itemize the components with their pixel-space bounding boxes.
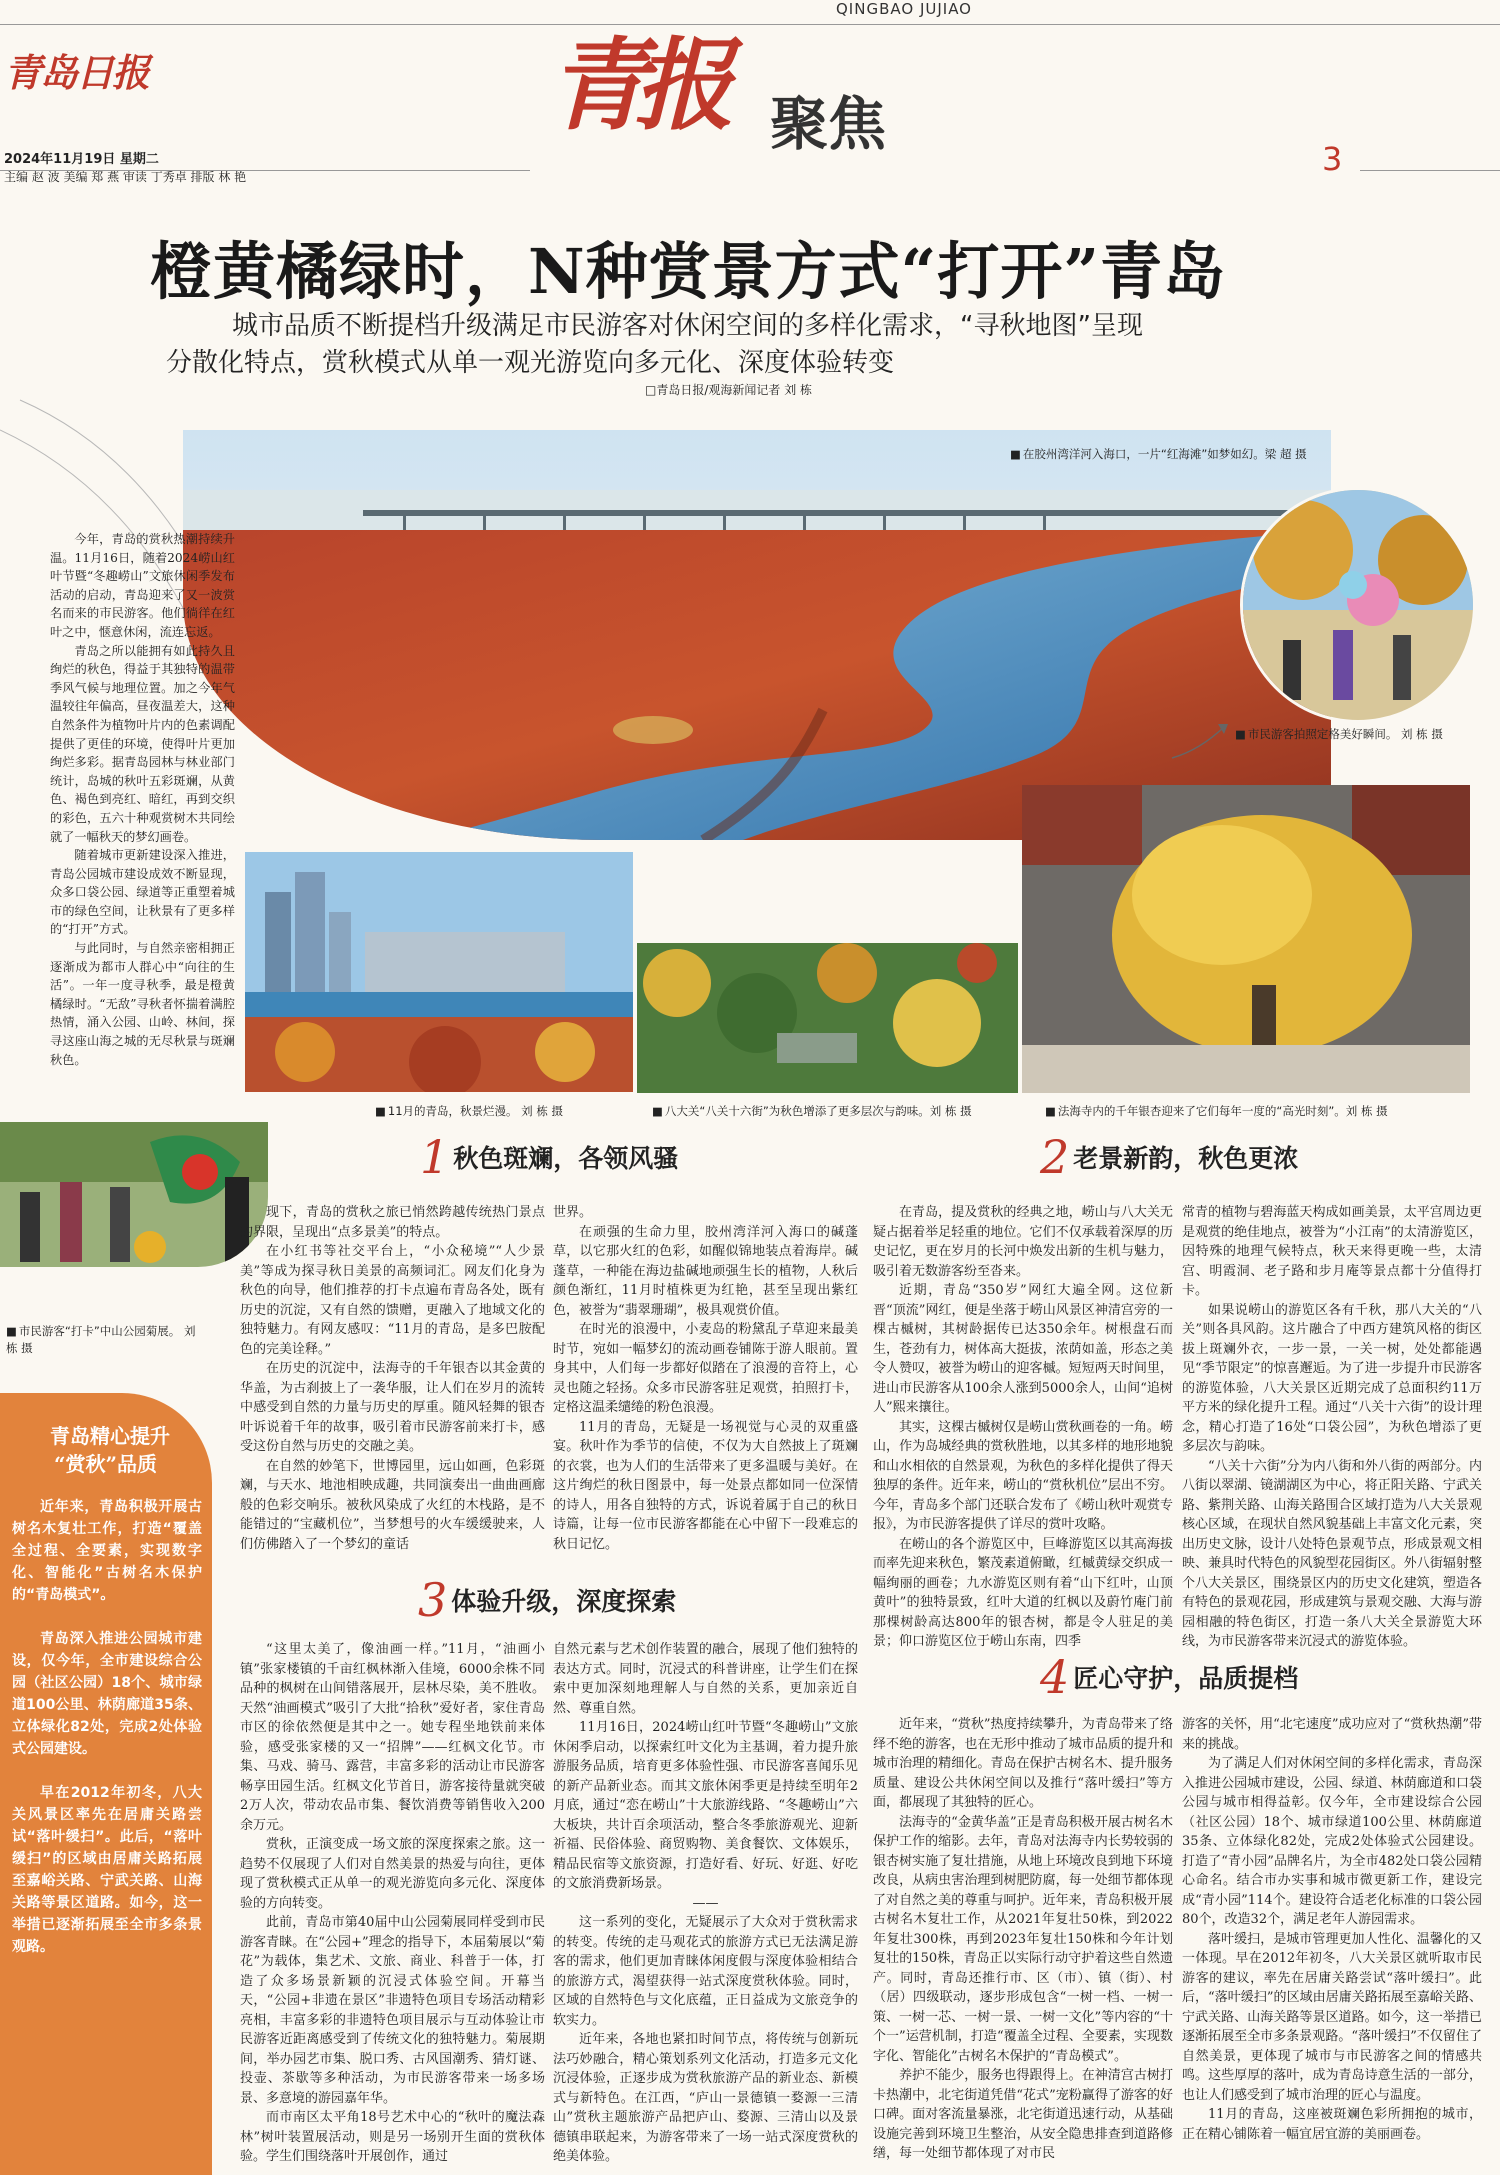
body-para: 自然元素与艺术创作装置的融合，展现了他们独特的表达方式。同时，沉浸式的科普讲座，让学生们在探索中更加深刻地理解人与自然的关系，更加亲近自然、尊重自然。: [553, 1642, 858, 1716]
caption-park: ■ 市民游客“打卡”中山公园菊展。 刘 栋 摄: [6, 1323, 206, 1357]
caption-ginkgo: ■ 法海寺内的千年银杏迎来了它们每年一度的“高光时刻”。刘 栋 摄: [1045, 1103, 1388, 1119]
section-2-number: 2: [1040, 1130, 1070, 1184]
body-para: 在自然的妙笔下，世博园里，远山如画，色彩斑斓，与天水、地池相映成趣，共同演奏出一曲曲画廊般的色彩交响乐。被秋风染成了火红的木栈路，是不能错过的“宝藏机位”，当梦想号的火车缓缓驶来，人们仿佛踏入了一个梦幻的童话: [240, 1458, 545, 1552]
caption-badaguan: ■ 八大关“八关十六街”为秋色增添了更多层次与韵味。刘 栋 摄: [652, 1103, 972, 1119]
body-para: 在崂山的各个游览区中，巨峰游览区以其高海拔而率先迎来秋色，繁茂素道俯瞰，红槭黄绿交织成一幅绚丽的画卷；九水游览区则有着“山下红叶，山顶黄叶”的独特景致，红叶大道的红枫以及蔚竹庵门前那棵树龄高达800年的银杏树，都是令人驻足的美景；仰口游览区位于崂山东南，四季: [873, 1536, 1173, 1649]
sidebar-title-2: “赏秋”品质: [54, 1452, 158, 1476]
caption-city: ■ 11月的青岛，秋景烂漫。 刘 栋 摄: [375, 1103, 563, 1119]
section-4-heading: [1040, 1650, 1298, 1704]
body-para: 现下，青岛的赏秋之旅已悄然跨越传统热门景点的界限，呈现出“点多景美”的特点。: [240, 1205, 545, 1240]
intro-para: 与此同时，与自然亲密相拥正逐渐成为都市人群心中“向往的生活”。一年一度寻秋季，最是橙黄橘绿时。“无敌”寻秋者怀揣着满腔热情，涌入公园、山岭、林间，探寻这座山海之城的无尽秋景与斑斓秋色。: [50, 941, 235, 1067]
photo-city-autumn: [245, 852, 633, 1092]
body-para: 游客的关怀，用“北宅速度”成功应对了“赏秋热潮”带来的挑战。: [1182, 1717, 1482, 1752]
intro-para: 青岛之所以能拥有如此持久且绚烂的秋色，得益于其独特的温带季风气候与地理位置。加之今年气温较往年偏高，昼夜温差大，这种自然条件为植物叶片内的色素调配提供了更佳的环境，使得叶片更加绚烂多彩。据青岛园林与林业部门统计，岛城的秋叶五彩斑斓，从黄色、褐色到亮红、暗红，再到交织的彩色，五六十种观赏树木共同绘就了一幅秋天的梦幻画卷。: [50, 643, 235, 844]
section-2-heading: [1040, 1130, 1298, 1184]
section-2-col1: [873, 1203, 1173, 1652]
caption-main: ■ 在胶州湾洋河入海口，一片“红海滩”如梦如幻。梁 超 摄: [1010, 446, 1307, 462]
pinyin-label: QINGBAO JUJIAO: [836, 0, 972, 18]
headline-title: 橙黄橘绿时，N种赏景方式“打开”青岛: [150, 235, 1226, 308]
section-4-col1: [873, 1715, 1173, 2164]
section-1-number: 1: [420, 1130, 450, 1184]
body-para: 为了满足人们对休闲空间的多样化需求，青岛深入推进公园城市建设，公园、绿道、林荫廊道和口袋公园与城市相得益彰。仅今年，全市建设综合公园（社区公园）18个、城市绿道100公里、林荫廊道35条、立体绿化82处，完成2处体验式公园建设。打造了“青小园”品牌名片，为全市482处口袋公园精心命名。结合市办实事和城市微更新工作，建设完成“青小园”114个。建设符合适老化标准的口袋公园80个，改造32个，满足老年人游园需求。: [1182, 1756, 1482, 1927]
body-para: 在小红书等社交平台上，“小众秘境”“人少景美”等成为探寻秋日美景的高频词汇。网友们化身为秋色的向导，他们推荐的打卡点遍布青岛各处，既有历史的沉淀，又有自然的馈赠，更融入了地域文化的独特魅力。有网友感叹：“11月的青岛，是多巴胺配色的完美诠释。”: [240, 1244, 545, 1357]
photo-ginkgo: [1022, 785, 1470, 1093]
body-para: 而市南区太平角18号艺术中心的“秋叶的魔法森林”树叶装置展活动，则是另一场别开生面的赏秋体验。学生们围绕落叶开展创作，通过: [240, 2110, 545, 2164]
header-rule-mid: [0, 170, 530, 171]
section-3-heading: [418, 1573, 676, 1627]
header-rule-top: [0, 24, 1500, 25]
body-para: 如果说崂山的游览区各有千秋，那八大关的“八关”则各具风韵。这片融合了中西方建筑风格的街区拔上斑斓外衣，一步一景，一关一树，处处都能遇见“季节限定”的惊喜邂逅。为了进一步提升市民游客的游览体验，八大关景区近期完成了总面积约11万平方米的绿化提升工程。通过“八关十六街”的设计理念，精心打造了16处“口袋公园”，为秋色增添了更多层次与韵味。: [1182, 1302, 1482, 1454]
section-1-heading: [420, 1130, 678, 1184]
photo-park-visitors: [0, 1122, 268, 1267]
section-4-number: 4: [1040, 1650, 1070, 1704]
caption-circle: ■ 市民游客拍照定格美好瞬间。 刘 栋 摄: [1235, 726, 1443, 742]
body-para: 常青的植物与碧海蓝天构成如画美景，太平宫周边更是观赏的绝佳地点，被誉为“小江南”的太清游览区，因特殊的地理气候特点，秋天来得更晚一些，太清宫、明霞洞、老子路和步月庵等景点都十分值得打卡。: [1182, 1205, 1482, 1298]
sidebar-para: 青岛深入推进公园城市建设，仅今年，全市建设综合公园（社区公园）18个、城市绿道100公里、林荫廊道35条、立体绿化82处，完成2处体验式公园建设。: [12, 1631, 202, 1757]
section-1-title: 秋色斑斓，各领风骚: [453, 1144, 679, 1173]
body-para: 近年来，“赏秋”热度持续攀升，为青岛带来了络绎不绝的游客，也在无形中推动了城市品质的提升和城市治理的精细化。青岛在保护古树名木、提升服务质量、建设公共休闲空间以及推行“落叶缓扫”等方面，都展现了其独特的匠心。: [873, 1717, 1173, 1810]
body-para: 世界。: [553, 1205, 593, 1220]
sidebar-title-1: 青岛精心提升: [50, 1424, 170, 1448]
photo-circle-visitors: [1240, 487, 1476, 723]
body-para: 这一系列的变化，无疑展示了大众对于赏秋需求的转变。传统的走马观花式的旅游方式已无法满足游客的需求，他们更加青睐体闲度假与深度体验相结合的旅游方式，渴望获得一站式深度赏秋体验。同时，区域的自然特色与文化底蕴，正日益成为文旅竞争的软实力。: [553, 1915, 858, 2028]
body-para: 法海寺的“金黄华盖”正是青岛积极开展古树名木保护工作的缩影。去年，青岛对法海寺内长势较弱的银杏树实施了复壮措施，从地上环境改良到地下环境改良，从病虫害治理到树肥防腐，每一处细节都体现了对自然之美的尊重与呵护。近年来，青岛积极开展古树名木复壮工作，从2021年复壮50株，到2022年复壮300株，再到2023年复壮150株和今年计划复壮的150株，青岛正以实际行动守护着这些自然遗产。同时，青岛还推行市、区（市）、镇（街）、村（居）四级联动，逐步形成包含“一树一档、一树一策、一树一芯、一树一景、一树一文化”等内容的“十个一”运营机制，打造“覆盖全过程、全要素，实现数字化、智能化”古树名木保护的“青岛模式”。: [873, 1814, 1173, 2064]
body-para: 养护不能少，服务也得跟得上。在神清宫古树打卡热潮中，北宅街道凭借“花式”宠粉赢得了游客的好口碑。面对客流量暴涨，北宅街道迅速行动，从基础设施完善到环境卫生整治，从安全隐患排查到道路修缮，每一处细节都体现了对市民: [873, 2068, 1173, 2161]
intro-para: 今年，青岛的赏秋热潮持续升温。11月16日，随着2024崂山红叶节暨“冬趣崂山”文旅休闲季发布活动的启动，青岛迎来了又一波赏名而来的市民游客。他们徜徉在红叶之中，惬意休闲，流连忘返。: [50, 532, 235, 639]
body-para: “这里太美了，像油画一样。”11月，“油画小镇”张家楼镇的千亩红枫林渐入佳境，6000余株不同品种的枫树在山间错落展开，层林尽染，美不胜收。天然“油画模式”吸引了大批“拾秋”爱好者，家住青岛市区的徐依然便是其中之一。她专程坐地铁前来体验，感受张家楼的又一“招牌”——红枫文化节。市集、马戏、骑马、露营，丰富多彩的活动让市民游客畅享田园生活。红枫文化节首日，游客接待量就突破2万人次，带动农品市集、餐饮消费等销售收入200余万元。: [240, 1642, 545, 1833]
body-para: 近年来，各地也紧扣时间节点，将传统与创新玩法巧妙融合，精心策划系列文化活动，打造多元文化沉浸体验，正逐步成为赏秋旅游产品的新业态、新模式与新特色。在江西，“庐山一景德镇一婺源一三清山”赏秋主题旅游产品把庐山、婺源、三清山以及景德镇串联起来，为游客带来了一场一站式深度赏秋的绝美体验。: [553, 2032, 858, 2164]
body-para: 在历史的沉淀中，法海寺的千年银杏以其金黄的华盖，为古刹披上了一袭华服，让人们在岁月的流转中感受到自然的力量与历史的厚重。随风轻舞的银杏叶诉说着千年的故事，吸引着市民游客前来打卡，感受这份自然与历史的交融之美。: [240, 1361, 545, 1454]
body-para: 其实，这棵古槭树仅是崂山赏秋画卷的一角。崂山，作为岛城经典的赏秋胜地，以其多样的地形地貌和山水相依的自然景观，为秋色的多样化提供了得天独厚的条件。近年来，崂山的“赏秋机位”层出不穷。今年，青岛多个部门还联合发布了《崂山秋叶观赏专报》，为市民游客提供了详尽的赏叶攻略。: [873, 1419, 1173, 1532]
section-3-title: 体验升级，深度探索: [451, 1587, 677, 1616]
body-para: 11月的青岛，无疑是一场视觉与心灵的双重盛宴。秋叶作为季节的信使，不仅为大自然披上了斑斓的衣裳，也为人们的生活带来了更多温暖与美好。在这片绚烂的秋日图景中，每一处景点都如同一位深情的诗人，用各自独特的方式，诉说着属于自己的秋日诗篇，让每一位市民游客都能在心中留下一段难忘的秋日记忆。: [553, 1419, 858, 1552]
section-4-col2: [1182, 1715, 1482, 2144]
intro-column: [50, 530, 235, 1069]
section-3-col2: [553, 1640, 858, 2167]
section-2-col2: [1182, 1203, 1482, 1652]
body-para: 此前，青岛市第40届中山公园菊展同样受到市民游客青睐。在“公园+”理念的指导下，本届菊展以“菊花”为载体，集艺术、文旅、商业、科普于一体，打造了众多场景新颖的沉浸式体验空间。开幕当天，“公园+非遗在景区”非遗特色项目专场活动精彩亮相，丰富多彩的非遗特色项目展示与互动体验让市民游客近距离感受到了传统文化的独特魅力。菊展期间，举办园艺市集、脱口秀、古风国潮秀、猜灯谜、投壶、茶歇等多种活动，为市民游客带来一场多场景、多意境的游园嘉年华。: [240, 1915, 545, 2106]
intro-para: 随着城市更新建设深入推进，青岛公园城市建设成效不断显现，众多口袋公园、绿道等正重塑着城市的绿色空间，让秋景有了更多样的“打开”方式。: [50, 848, 235, 937]
photo-red-beach: [183, 430, 1331, 840]
body-para: 在时光的浪漫中，小麦岛的粉黛乱子草迎来最美时节，宛如一幅梦幻的流动画卷铺陈于游人眼前。置身其中，人们每一步都好似踏在了浪漫的音符上，心灵也随之轻扬。众多市民游客驻足观赏，拍照打卡，定格这温柔缱绻的粉色浪漫。: [553, 1322, 858, 1415]
date-line: 2024年11月19日 星期二: [4, 152, 159, 167]
section-1-col2: [553, 1203, 858, 1554]
sidebar-content: [12, 1496, 202, 1958]
byline: □青岛日报/观海新闻记者 刘 栋: [645, 383, 813, 397]
headline-subtitle-2: 分散化特点，赏秋模式从单一观光游览向多元化、深度体验转变: [166, 348, 895, 378]
header-rule-right: [1360, 170, 1500, 171]
section-3-col1: [240, 1640, 545, 2167]
body-para: 在青岛，提及赏秋的经典之地，崂山与八大关无疑占据着举足轻重的地位。它们不仅承载着深厚的历史记忆，更在岁月的长河中焕发出新的生机与魅力，吸引着无数游客纷至沓来。: [873, 1205, 1173, 1279]
body-para: 11月的青岛，这座被斑斓色彩所拥抱的城市，正在精心铺陈着一幅宜居宜游的美丽画卷。: [1182, 2107, 1482, 2142]
section-1-col1: [240, 1203, 545, 1554]
arrow-decor: [1170, 720, 1230, 760]
body-para: 赏秋，正演变成一场文旅的深度探索之旅。这一趋势不仅展现了人们对自然美景的热爱与向往，更体现了赏秋模式正从单一的观光游览向多元化、深度体验的方向转变。: [240, 1837, 545, 1911]
headline-subtitle-1: 城市品质不断提档升级满足市民游客对休闲空间的多样化需求，“寻秋地图”呈现: [232, 311, 1143, 341]
section-4-title: 匠心守护，品质提档: [1073, 1664, 1299, 1693]
page-number: 3: [1322, 140, 1343, 178]
body-para: 在顽强的生命力里，胶州湾洋河入海口的碱蓬草，以它那火红的色彩，如醒似锦地装点着海岸。碱蓬草，一种能在海边盐碱地顽强生长的植物，人秋后颜色渐红，11月时植株更为红艳，甚至呈现出紫红色，被誉为“翡翠珊瑚”，极具观赏价值。: [553, 1224, 858, 1318]
sidebar-para: 近年来，青岛积极开展古树名木复壮工作，打造“覆盖全过程、全要素，实现数字化、智能化”古树名木保护的“青岛模式”。: [12, 1499, 202, 1603]
sidebar-para: 早在2012年初冬，八大关风景区率先在居庸关路尝试“落叶缓扫”。此后，“落叶缓扫”的区域由居庸关路拓展至嘉峪关路、宁武关路、山海关路等景区道路。如今，这一举措已逐渐拓展至全市多条景观路。: [12, 1785, 202, 1955]
newspaper-logo: 青岛日报: [4, 50, 149, 95]
body-para: 近期，青岛“350岁”网红大遍全网。这位新晋“顶流”网红，便是坐落于崂山风景区神清宫旁的一棵古槭树，其树龄据传已达350余年。树根盘石而生，苍劲有力，树体高大挺拔，浓荫如盖，形态之美令人赞叹，被誉为崂山的迎客槭。短短两天时间里，进山市民游客从100余人涨到5000余人，山间“追树人”熙来攘往。: [873, 1283, 1173, 1415]
body-para: 落叶缓扫，是城市管理更加人性化、温馨化的又一体现。早在2012年初冬，八大关景区就听取市民游客的建议，率先在居庸关路尝试“落叶缓扫”。此后，“落叶缓扫”的区域由居庸关路拓展至嘉峪关路、宁武关路、山海关路等景区道路。如今，这一举措已逐渐拓展至全市多条景观路。“落叶缓扫”不仅留住了自然美景，更体现了城市与市民游客之间的情感共鸣。这些厚厚的落叶，成为青岛诗意生活的一部分，也让人们感受到了城市治理的匠心与温度。: [1182, 1931, 1482, 2103]
section-2-title: 老景新韵，秋色更浓: [1073, 1144, 1299, 1173]
body-para: 11月16日，2024崂山红叶节暨“冬趣崂山”文旅休闲季启动，以探索红叶文化为主基调，着力提升旅游服务品质，培育更多体验性强、市民游客喜闻乐见的新产品新业态。而其文旅休闲季更是持续至明年2月底，通过“恋在崂山”十大旅游线路、“冬趣崂山”六大板块，共计百余项活动，整合冬季旅游观光、迎新祈福、民俗体验、商贸购物、美食餐饮、文体娱乐，精品民宿等文旅资源，打造好看、好玩、好逛、好吃的文旅消费新场景。: [553, 1720, 858, 1891]
section-3-number: 3: [418, 1573, 448, 1627]
staff-line: 主编 赵 波 美编 郑 燕 审读 丁秀卓 排版 林 艳: [4, 170, 247, 184]
brand-word: 聚焦: [770, 90, 887, 158]
body-para: “八关十六街”分为内八街和外八街的两部分。内八街以翠湖、镜湖湖区为中心，将正阳关路、宁武关路、紫荆关路、山海关路围合区域打造为八大关景观核心区域，在现状自然风貌基础上丰富文化元素，突出历史文脉，设计八处特色景观节点，形成景观文相映、兼具时代特色的风貌型花园街区。外八街辐射整个八大关景区，围绕景区内的历史文化建筑，塑造各有特色的景观花园，形成建筑与景观交融、大海与游园相融的特色街区，打造一条八大关全景游览大环线，为市民游客带来沉浸式的游览体验。: [1182, 1458, 1482, 1649]
body-divider: ——: [692, 1895, 719, 1911]
photo-badaguan: [637, 943, 1018, 1093]
brand-big: 青报: [548, 26, 720, 144]
